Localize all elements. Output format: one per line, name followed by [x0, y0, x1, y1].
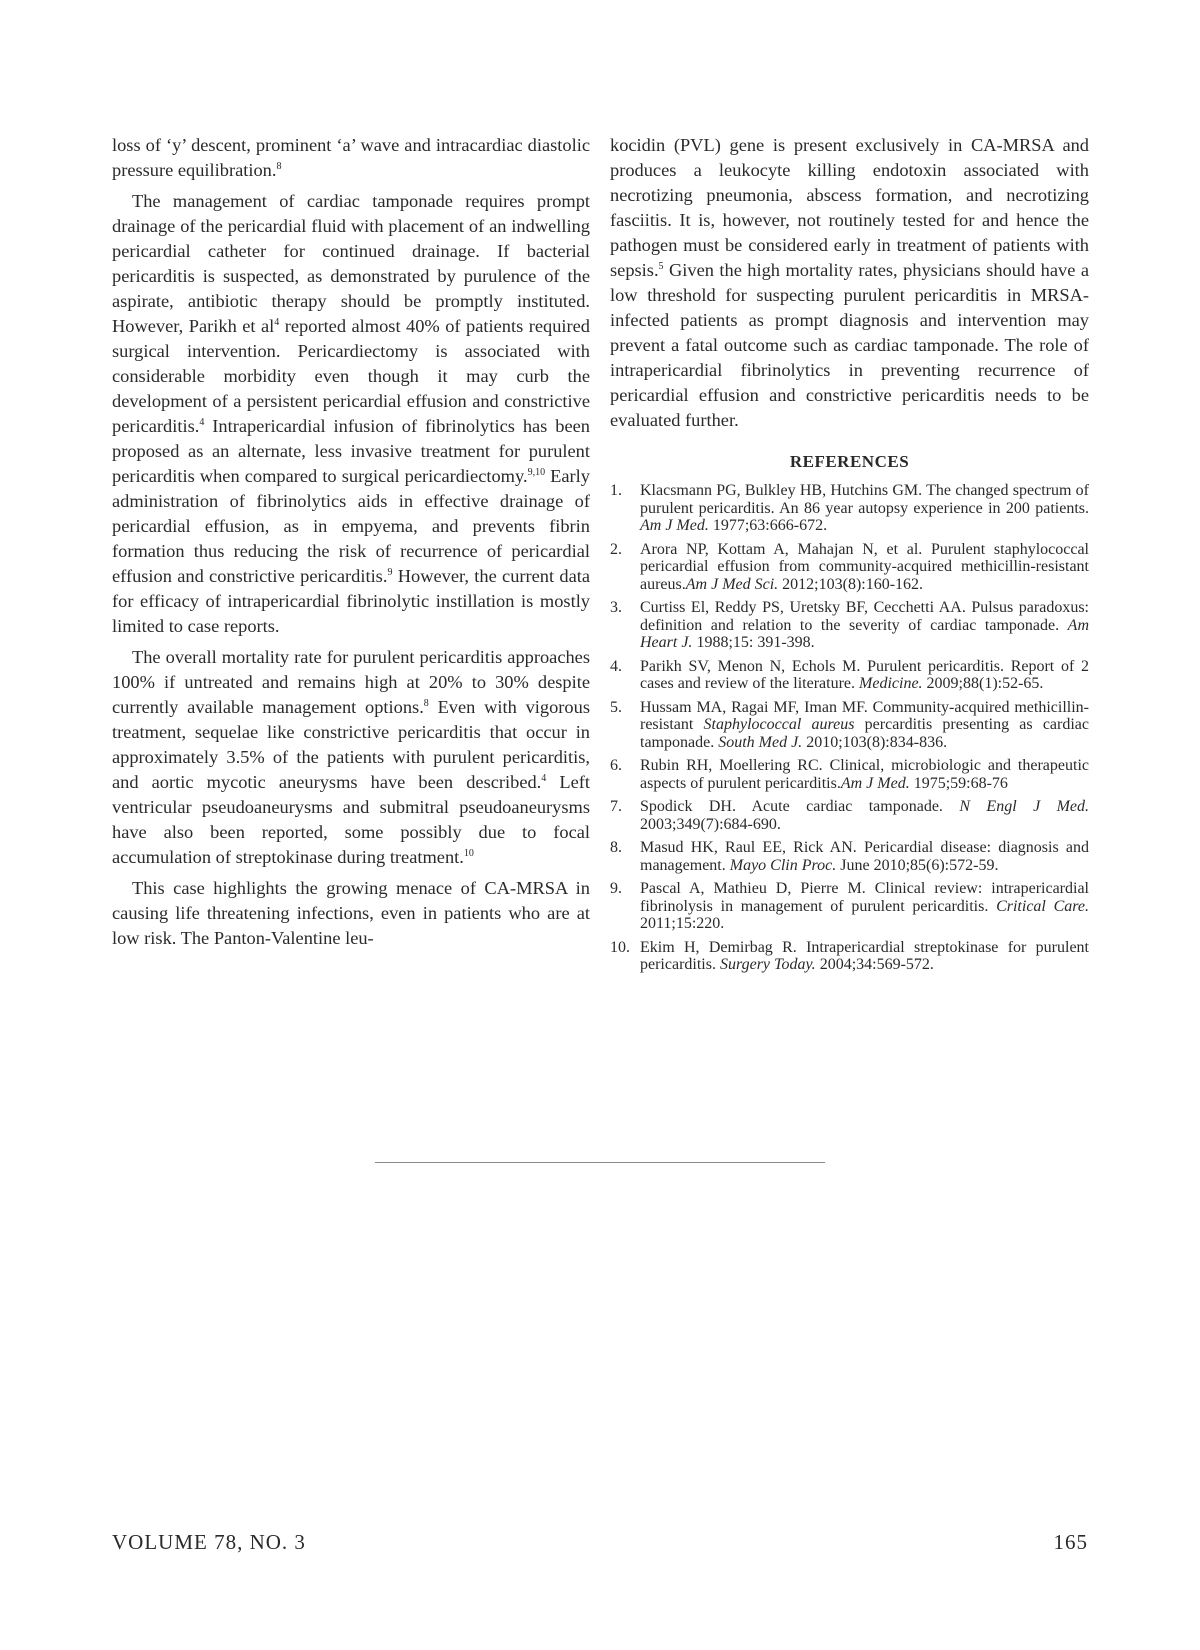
- citation-superscript: 4: [199, 417, 205, 428]
- right-column: [610, 133, 1089, 980]
- citation-superscript: 9: [387, 567, 393, 578]
- text-run: Curtiss El, Reddy PS, Uretsky BF, Cecchetti AA. Pulsus paradoxus: definition and relation to the severity of cardiac tamponade.: [640, 599, 1089, 634]
- citation-superscript: 5: [658, 261, 664, 272]
- reference-number: 3.: [610, 599, 622, 616]
- citation-superscript: 8: [423, 698, 429, 709]
- body-paragraph: [112, 645, 590, 870]
- reference-number: 7.: [610, 798, 622, 815]
- text-run: 2009;88(1):52-65.: [922, 675, 1044, 692]
- journal-name: Medicine.: [859, 675, 923, 692]
- text-run: Spodick DH. Acute cardiac tamponade.: [640, 798, 960, 815]
- text-run: Intrapericardial infusion of fibrinolytics has been proposed as an alternate, less invasive treatment for purulent pericarditis when compared to surgical pericardiectomy.: [112, 416, 590, 486]
- page-number: 165: [1053, 1530, 1088, 1554]
- journal-name: Am J Med.: [840, 774, 910, 792]
- text-run: reported almost 40% of patients required surgical intervention. Pericardiectomy is associated with considerable morbidity even though it may curb the development of a persistent pericardial effusion and constrictive pericarditis.: [112, 316, 590, 436]
- text-run: 2003;349(7):684-690.: [640, 815, 781, 833]
- reference-item: [610, 880, 1089, 933]
- text-run: The overall mortality rate for purulent pericarditis approaches 100% if untreated and remains high at 20% to 30% despite currently available management options.: [112, 647, 590, 717]
- text-run: Given the high mortality rates, physicians should have a low threshold for suspecting purulent pericarditis in MRSA-infected patients as prompt diagnosis and intervention may prevent a fatal outcome such as cardiac tamponade. The role of intrapericardial fibrinolytics in preventing recurrence of pericardial effusion and constrictive pericarditis needs to be evaluated further.: [610, 260, 1089, 430]
- journal-name: Am Heart J.: [640, 616, 1089, 651]
- text-run: 1975;59:68-76: [909, 774, 1008, 792]
- text-run: Left ventricular pseudoaneurysms and submitral pseudoaneurysms have also been reported, some possibly due to focal accumulation of streptokinase during treatment.: [112, 772, 590, 867]
- text-run: 2004;34:569-572.: [815, 956, 934, 973]
- citation-superscript: 4: [274, 317, 280, 328]
- journal-name: Critical Care.: [996, 897, 1089, 915]
- text-run: This case highlights the growing menace of CA-MRSA in causing life threatening infections, even in patients who are at low risk. The Panton-Valentine leu-: [112, 878, 590, 948]
- text-run: 1988;15: 391-398.: [692, 634, 815, 651]
- text-run: kocidin (PVL) gene is present exclusively in CA-MRSA and produces a leukocyte killing endotoxin associated with necrotizing pneumonia, abscess formation, and necrotizing fasciitis. It is, however, not routinely tested for and hence the pathogen must be considered early in treatment of patients with sepsis.: [610, 135, 1089, 280]
- text-run: However, the current data for efficacy of intrapericardial fibrinolytic instillation is mostly limited to case reports.: [112, 566, 591, 636]
- text-run: 2012;103(8):160-162.: [778, 575, 924, 593]
- text-run: Rubin RH, Moellering RC. Clinical, microbiologic and therapeutic aspects of purulent pericarditis.: [640, 757, 1089, 792]
- text-run: 2010;103(8):834-836.: [802, 733, 948, 751]
- reference-number: 9.: [610, 880, 622, 897]
- reference-number: 4.: [610, 657, 622, 675]
- body-paragraph: [112, 876, 590, 951]
- citation-superscript: 8: [276, 161, 282, 172]
- reference-item: [610, 757, 1089, 792]
- reference-item: [610, 599, 1089, 652]
- reference-item: [610, 939, 1089, 974]
- text-run: Pascal A, Mathieu D, Pierre M. Clinical review: intrapericardial fibrinolysis in management of purulent pericarditis.: [640, 880, 1089, 915]
- journal-name: Am J Med.: [640, 517, 709, 534]
- reference-number: 5.: [610, 698, 622, 716]
- reference-item: [610, 798, 1089, 833]
- journal-name: N Engl J Med.: [959, 798, 1090, 815]
- text-run: Early administration of fibrinolytics aids in effective drainage of pericardial effusion, as in empyema, and prevents fibrin formation thus reducing the risk of recurrence of pericardial effusion and constrictive pericarditis.: [112, 466, 590, 586]
- journal-name: South Med J.: [718, 733, 803, 751]
- citation-superscript: 10: [463, 848, 474, 859]
- left-column: [112, 133, 590, 951]
- citation-superscript: 9,10: [527, 467, 546, 478]
- right-column-body: [610, 133, 1089, 433]
- text-run: Even with vigorous treatment, sequelae like constrictive pericarditis that occur in approximately 3.5% of the patients with purulent pericarditis, and aortic mycotic aneurysms have been described.: [112, 697, 590, 792]
- text-run: loss of ‘y’ descent, prominent ‘a’ wave and intracardiac diastolic pressure equilibration.: [112, 135, 590, 180]
- text-run: June 2010;85(6):572-59.: [836, 856, 999, 874]
- reference-number: 10.: [610, 938, 630, 956]
- text-run: Masud HK, Raul EE, Rick AN. Pericardial disease: diagnosis and management.: [640, 839, 1089, 874]
- journal-name: Staphylococcal aureus: [703, 716, 855, 733]
- reference-number: 1.: [610, 482, 622, 499]
- reference-item: [610, 699, 1089, 752]
- text-run: 2011;15:220.: [640, 915, 725, 932]
- text-run: Parikh SV, Menon N, Echols M. Purulent pericarditis. Report of 2 cases and review of the literature.: [640, 657, 1089, 692]
- text-run: Arora NP, Kottam A, Mahajan N, et al. Purulent staphylococcal pericardial effusion from community-acquired methicillin-resistant aureus.: [640, 540, 1089, 593]
- text-run: Hussam MA, Ragai MF, Iman MF. Community-acquired methicillin-resistant: [640, 698, 1089, 733]
- reference-item: [610, 541, 1089, 594]
- text-run: percarditis presenting as cardiac tamponade.: [640, 716, 1090, 751]
- references-list: [610, 482, 1089, 974]
- journal-name: Am J Med Sci.: [685, 575, 779, 593]
- body-paragraph: [112, 133, 590, 183]
- footer-divider: [375, 1162, 825, 1163]
- body-paragraph: [112, 189, 590, 639]
- citation-superscript: 4: [541, 773, 547, 784]
- reference-item: [610, 482, 1089, 535]
- reference-item: [610, 658, 1089, 693]
- journal-name: Surgery Today.: [719, 956, 816, 973]
- text-run: 1977;63:666-672.: [708, 517, 828, 534]
- reference-item: [610, 839, 1089, 874]
- reference-number: 2.: [610, 540, 622, 558]
- reference-number: 6.: [610, 757, 622, 774]
- body-paragraph: [610, 133, 1089, 433]
- reference-number: 8.: [610, 839, 622, 856]
- footer-volume: VOLUME 78, NO. 3: [112, 1530, 306, 1554]
- text-run: The management of cardiac tamponade requires prompt drainage of the pericardial fluid with placement of an indwelling pericardial catheter for continued drainage. If bacterial pericarditis is suspected, as demonstrated by purulence of the aspirate, antibiotic therapy should be promptly instituted. However, Parikh et al: [112, 191, 590, 336]
- references-heading: REFERENCES: [789, 452, 910, 471]
- text-run: Klacsmann PG, Bulkley HB, Hutchins GM. The changed spectrum of purulent pericarditis. An 86 year autopsy experience in 200 patients.: [640, 482, 1089, 517]
- journal-name: Mayo Clin Proc.: [729, 856, 837, 874]
- text-run: Ekim H, Demirbag R. Intrapericardial streptokinase for purulent pericarditis.: [640, 938, 1089, 973]
